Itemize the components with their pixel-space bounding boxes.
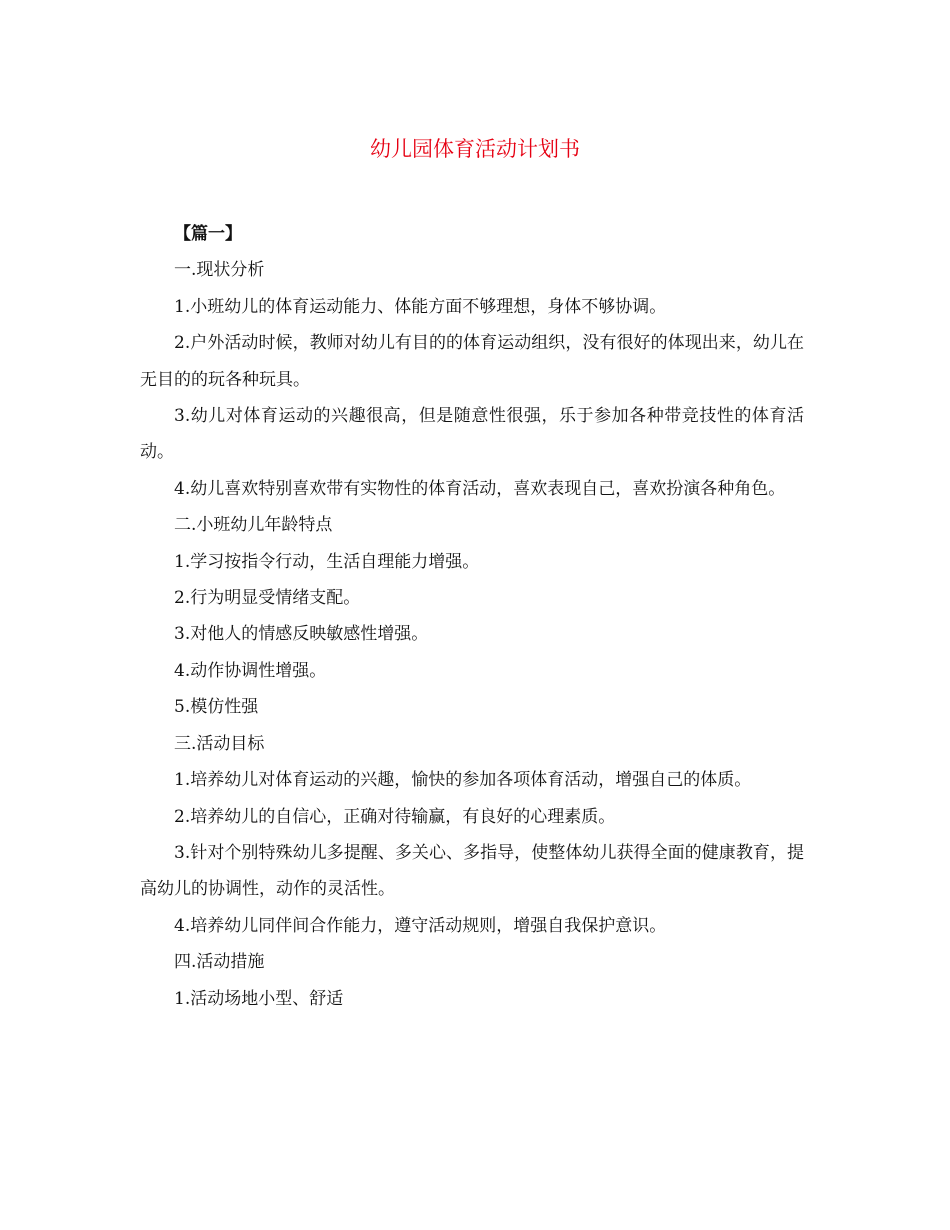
- heading-age-characteristics: 二.小班幼儿年龄特点: [174, 515, 333, 536]
- paragraph: 3.对他人的情感反映敏感性增强。: [174, 624, 429, 645]
- heading-activity-measures: 四.活动措施: [174, 952, 265, 973]
- paragraph: 4.动作协调性增强。: [174, 660, 327, 681]
- paragraph: 4.幼儿喜欢特别喜欢带有实物性的体育活动，喜欢表现自己，喜欢扮演各种角色。: [174, 478, 786, 499]
- paragraph: 2.户外活动时候，教师对幼儿有目的的体育运动组织，没有很好的体现出来，幼儿在无目的的玩各种玩具。: [140, 333, 804, 390]
- paragraph: 5.模仿性强: [174, 697, 259, 718]
- heading-activity-goals: 三.活动目标: [174, 733, 265, 754]
- heading-status-analysis: 一.现状分析: [174, 260, 265, 281]
- document-title: 幼儿园体育活动计划书: [370, 137, 580, 161]
- paragraph: 3.幼儿对体育运动的兴趣很高，但是随意性很强，乐于参加各种带竞技性的体育活动。: [140, 406, 804, 463]
- paragraph: 3.针对个别特殊幼儿多提醒、多关心、多指导，使整体幼儿获得全面的健康教育，提高幼儿的协调性，动作的灵活性。: [140, 842, 804, 900]
- paragraph: 4.培养幼儿同伴间合作能力，遵守活动规则，增强自我保护意识。: [174, 915, 667, 936]
- paragraph: 1.学习按指令行动，生活自理能力增强。: [174, 551, 480, 572]
- paragraph: 2.培养幼儿的自信心，正确对待输赢，有良好的心理素质。: [174, 806, 616, 827]
- paragraph: 1.培养幼儿对体育运动的兴趣，愉快的参加各项体育活动，增强自己的体质。: [174, 770, 752, 791]
- section-marker: 【篇一】: [174, 224, 242, 244]
- paragraph: 1.小班幼儿的体育运动能力、体能方面不够理想，身体不够协调。: [174, 296, 667, 317]
- paragraph: 2.行为明显受情绪支配。: [174, 588, 361, 609]
- document-body: [140, 216, 804, 1017]
- paragraph: 1.活动场地小型、舒适: [174, 988, 344, 1009]
